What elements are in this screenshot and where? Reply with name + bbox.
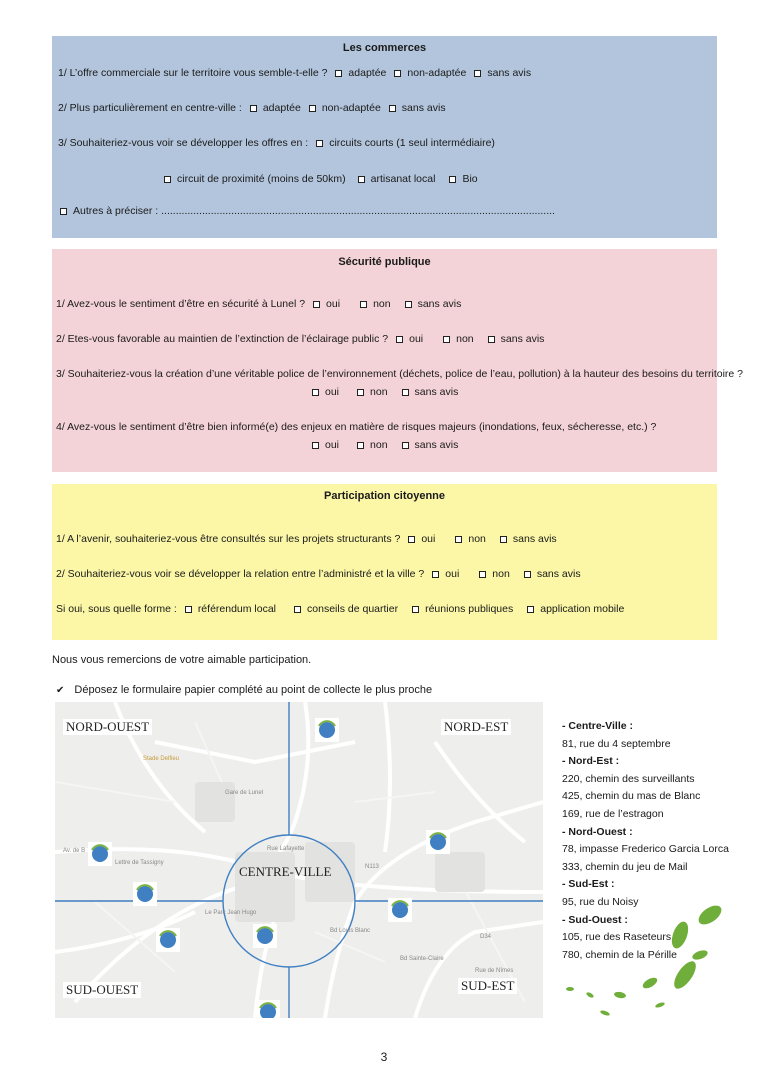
checkbox[interactable]: [316, 140, 323, 147]
question-text: Si oui, sous quelle forme :: [56, 603, 177, 615]
option-label: oui: [409, 333, 424, 345]
svg-text:Le Parc Jean Hugo: Le Parc Jean Hugo: [205, 910, 257, 916]
question-text: 1/ A l’avenir, souhaiteriez-vous être consultés sur les projets structurants ?: [56, 533, 401, 545]
question-text: 2/ Etes-vous favorable au maintien de l’extinction de l’éclairage public ?: [56, 333, 389, 345]
option-label: non: [370, 386, 388, 398]
checkbox[interactable]: [309, 105, 316, 112]
question-row: [56, 298, 461, 310]
address-line: 78, impasse Frederico Garcia Lorca: [562, 843, 729, 856]
answer-row: [304, 386, 458, 398]
section-title: Les commerces: [342, 42, 427, 54]
option-label: adaptée: [348, 67, 387, 79]
svg-text:Lettre de Tassigny: Lettre de Tassigny: [115, 860, 164, 866]
checkbox[interactable]: [402, 389, 409, 396]
question-text: 4/ Avez-vous le sentiment d’être bien informé(e) des enjeux en matière de risques majeurs (inondations, feux, sécheresse, etc.) ?: [56, 421, 657, 433]
checkbox[interactable]: [443, 336, 450, 343]
address-line: 105, rue des Raseteurs: [562, 931, 672, 944]
svg-text:Av. de B: Av. de B: [63, 848, 86, 854]
question-row: [56, 333, 544, 345]
question-row: [56, 568, 581, 580]
question-text: 3/ Souhaiteriez-vous voir se développer les offres en :: [58, 137, 309, 149]
question-text: 2/ Souhaiteriez-vous voir se développer la relation entre l’administré et la ville ?: [56, 568, 425, 580]
checkbox[interactable]: [527, 606, 534, 613]
option-label: artisanat local: [370, 173, 436, 185]
question-row: [56, 603, 624, 615]
checkbox[interactable]: [312, 442, 319, 449]
option-label: référendum local: [197, 603, 277, 615]
question-row: [56, 533, 557, 545]
checkbox[interactable]: [335, 70, 342, 77]
question-text: 1/ Avez-vous le sentiment d’être en sécurité à Lunel ?: [56, 298, 306, 310]
answer-row: [304, 439, 458, 451]
zone-label-sud-est: SUD-EST: [458, 978, 517, 994]
option-label: sans avis: [414, 439, 459, 451]
option-label: Bio: [462, 173, 478, 185]
option-label: oui: [326, 298, 341, 310]
address-line: 95, rue du Noisy: [562, 895, 639, 908]
address-line: 220, chemin des surveillants: [562, 772, 695, 785]
svg-text:Gare de Lunel: Gare de Lunel: [225, 790, 264, 796]
option-label: non: [492, 568, 510, 580]
checkbox[interactable]: [432, 571, 439, 578]
other-row: [52, 205, 555, 217]
checkbox[interactable]: [500, 536, 507, 543]
checkbox[interactable]: [357, 442, 364, 449]
svg-text:Rue de Nîmes: Rue de Nîmes: [475, 968, 514, 974]
question-row: [58, 67, 531, 79]
option-label: non-adaptée: [407, 67, 467, 79]
svg-text:D34: D34: [480, 934, 492, 940]
thanks-text: Nous vous remercions de votre aimable participation.: [52, 654, 312, 666]
checkbox[interactable]: [396, 336, 403, 343]
svg-text:Rue Lafayette: Rue Lafayette: [267, 846, 305, 852]
securite-section: [52, 249, 743, 472]
page-number: 3: [380, 1050, 388, 1064]
checkbox[interactable]: [455, 536, 462, 543]
option-label: sans avis: [414, 386, 459, 398]
question-row: [58, 137, 495, 149]
question-row-continued: [156, 173, 478, 185]
option-label: circuit de proximité (moins de 50km): [177, 173, 346, 185]
checkbox[interactable]: [402, 442, 409, 449]
svg-text:N113: N113: [365, 864, 379, 870]
address-heading: - Centre-Ville :: [562, 720, 633, 732]
participation-section: [52, 484, 717, 640]
option-label: sans avis: [401, 102, 446, 114]
checkbox[interactable]: [488, 336, 495, 343]
option-label: non-adaptée: [321, 102, 381, 114]
option-label: circuits courts (1 seul intermédiaire): [329, 137, 495, 149]
option-label: non: [456, 333, 474, 345]
address-line: 425, chemin du mas de Blanc: [562, 790, 701, 803]
checkbox[interactable]: [312, 389, 319, 396]
question-text: 1/ L’offre commerciale sur le territoire vous semble-t-elle ?: [58, 67, 328, 79]
checkbox[interactable]: [389, 105, 396, 112]
option-label: application mobile: [540, 603, 625, 615]
instruction-text: Déposez le formulaire papier complété au point de collecte le plus proche: [74, 684, 433, 696]
map-graphic: [55, 702, 543, 1018]
address-line: 333, chemin du jeu de Mail: [562, 860, 688, 873]
option-label: sans avis: [512, 533, 557, 545]
svg-text:Bd Sainte-Claire: Bd Sainte-Claire: [400, 956, 444, 962]
section-title: Participation citoyenne: [323, 490, 446, 502]
checkbox[interactable]: [408, 536, 415, 543]
option-label: sans avis: [500, 333, 545, 345]
address-line: 81, rue du 4 septembre: [562, 737, 671, 750]
other-field[interactable]: Autres à préciser : .......................................................................................................................................: [73, 205, 555, 217]
address-heading: - Nord-Est :: [562, 755, 620, 768]
option-label: non: [373, 298, 391, 310]
checkbox[interactable]: [479, 571, 486, 578]
option-label: sans avis: [417, 298, 462, 310]
collection-points-map: [55, 702, 543, 1018]
commerces-section: [52, 36, 717, 238]
instruction-item: [56, 684, 432, 696]
option-label: oui: [325, 386, 340, 398]
address-line: 780, chemin de la Pérille: [562, 948, 677, 961]
question-row: [58, 102, 446, 114]
option-label: réunions publiques: [425, 603, 514, 615]
checkbox[interactable]: [474, 70, 481, 77]
checkbox[interactable]: [405, 301, 412, 308]
checkbox[interactable]: [164, 176, 171, 183]
section-title: Sécurité publique: [338, 256, 431, 268]
address-heading: - Nord-Ouest :: [562, 825, 633, 838]
zone-label-centre-ville: CENTRE-VILLE: [239, 864, 332, 879]
checkbox[interactable]: [185, 606, 192, 613]
svg-text:Bd Louis Blanc: Bd Louis Blanc: [330, 928, 371, 934]
leaves-decoration: [550, 895, 740, 1025]
option-label: oui: [445, 568, 460, 580]
option-label: sans avis: [536, 568, 581, 580]
checkbox[interactable]: [294, 606, 301, 613]
address-heading: - Sud-Est :: [562, 878, 615, 891]
checkbox[interactable]: [357, 389, 364, 396]
checkbox[interactable]: [449, 176, 456, 183]
option-label: oui: [325, 439, 340, 451]
checkbox[interactable]: [412, 606, 419, 613]
option-label: adaptée: [262, 102, 301, 114]
checkbox[interactable]: [394, 70, 401, 77]
checkbox[interactable]: [60, 208, 67, 215]
zone-label-nord-ouest: NORD-OUEST: [63, 719, 152, 735]
svg-text:Stade Delfieu: Stade Delfieu: [143, 756, 180, 762]
address-heading: - Sud-Ouest :: [562, 913, 628, 926]
zone-label-nord-est: NORD-EST: [441, 719, 511, 735]
checkbox[interactable]: [250, 105, 257, 112]
option-label: conseils de quartier: [307, 603, 399, 615]
option-label: sans avis: [487, 67, 532, 79]
checkbox[interactable]: [313, 301, 320, 308]
option-label: non: [468, 533, 486, 545]
checkbox[interactable]: [358, 176, 365, 183]
question-text: 3/ Souhaiteriez-vous la création d’une véritable police de l’environnement (déchets, police de l’eau, pollution) à la hauteur des besoins du territoire ?: [56, 368, 743, 380]
option-label: oui: [421, 533, 436, 545]
question-text: 2/ Plus particulièrement en centre-ville :: [58, 102, 242, 114]
address-line: 169, rue de l’estragon: [562, 807, 664, 820]
checkmark-icon: ✔: [56, 684, 65, 696]
checkbox[interactable]: [524, 571, 531, 578]
option-label: non: [370, 439, 388, 451]
checkbox[interactable]: [360, 301, 367, 308]
zone-label-sud-ouest: SUD-OUEST: [63, 982, 141, 998]
